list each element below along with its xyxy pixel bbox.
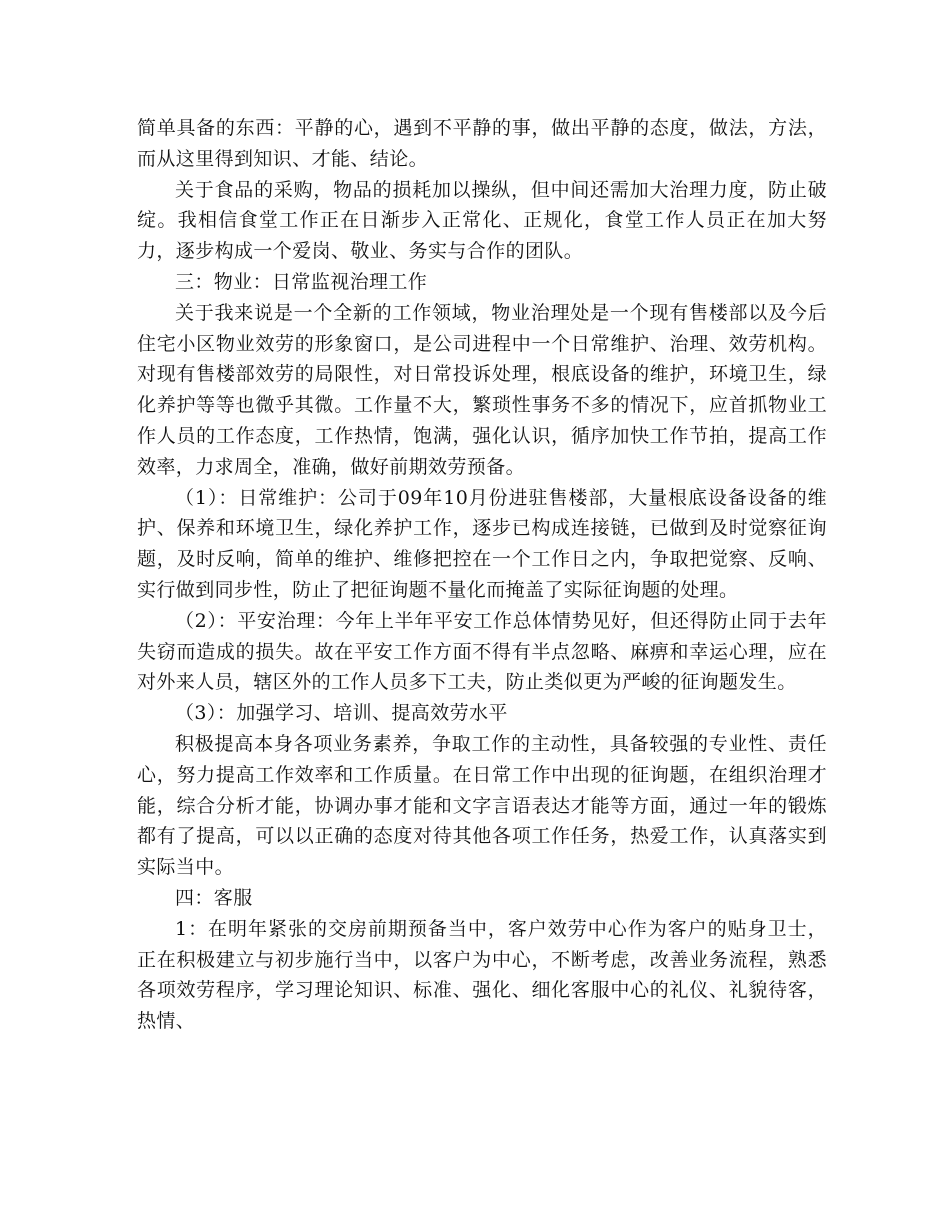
paragraph-intro-continued: 简单具备的东西：平静的心，遇到不平静的事，做出平静的态度，做法，方法，而从这里得到知识、才能、结论。 [137, 117, 827, 170]
paragraph-property-overview: 关于我来说是一个全新的工作领域，物业治理处是一个现有售楼部以及今后住宅小区物业效劳的形象窗口，是公司进程中一个日常维护、治理、效劳机构。对现有售楼部效劳的局限性，对日常投诉处理，根底设备的维护，环境卫生，绿化养护等等也微乎其微。工作量不大，繁琐性事务不多的情况下，应首抓物业工作人员的工作态度，工作热情，饱满，强化认识，循序加快工作节拍，提高工作效率，力求周全，准确，做好前期效劳预备。 [137, 301, 827, 478]
paragraph-training: 积极提高本身各项业务素养，争取工作的主动性，具备较强的专业性、责任心，努力提高工作效率和工作质量。在日常工作中出现的征询题，在组织治理才能，综合分析才能，协调办事才能和文字言语表达才能等方面，通过一年的锻炼都有了提高，可以以正确的态度对待其他各项工作任务，热爱工作，认真落实到实际当中。 [137, 732, 827, 879]
document-body [137, 113, 827, 1037]
section-heading-customer-service: 四：客服 [175, 886, 253, 909]
paragraph-food-procurement: 关于食品的采购，物品的损耗加以操纵，但中间还需加大治理力度，防止破绽。我相信食堂工作正在日渐步入正常化、正规化，食堂工作人员正在加大努力，逐步构成一个爱岗、敬业、务实与合作的团队。 [137, 178, 827, 263]
section-heading-property: 三：物业：日常监视治理工作 [175, 270, 428, 293]
paragraph-safety-management: （2）：平安治理：今年上半年平安工作总体情势见好，但还得防止同于去年失窃而造成的损失。故在平安工作方面不得有半点忽略、麻痹和幸运心理，应在对外来人员，辖区外的工作人员多下工夫，防止类似更为严峻的征询题发生。 [137, 609, 827, 694]
paragraph-daily-maintenance: （1）：日常维护：公司于09年10月份进驻售楼部，大量根底设备设备的维护、保养和环境卫生，绿化养护工作，逐步已构成连接链，已做到及时觉察征询题，及时反响，简单的维护、维修把控在一个工作日之内，争取把觉察、反响、实行做到同步性，防止了把征询题不量化而掩盖了实际征询题的处理。 [137, 486, 827, 601]
paragraph-customer-service: 1：在明年紧张的交房前期预备当中，客户效劳中心作为客户的贴身卫士，正在积极建立与初步施行当中，以客户为中心，不断考虑，改善业务流程，熟悉各项效劳程序，学习理论知识、标准、强化、细化客服中心的礼仪、礼貌待客，热情、 [137, 917, 827, 1033]
subheading-training: （3）：加强学习、培训、提高效劳水平 [175, 702, 508, 725]
